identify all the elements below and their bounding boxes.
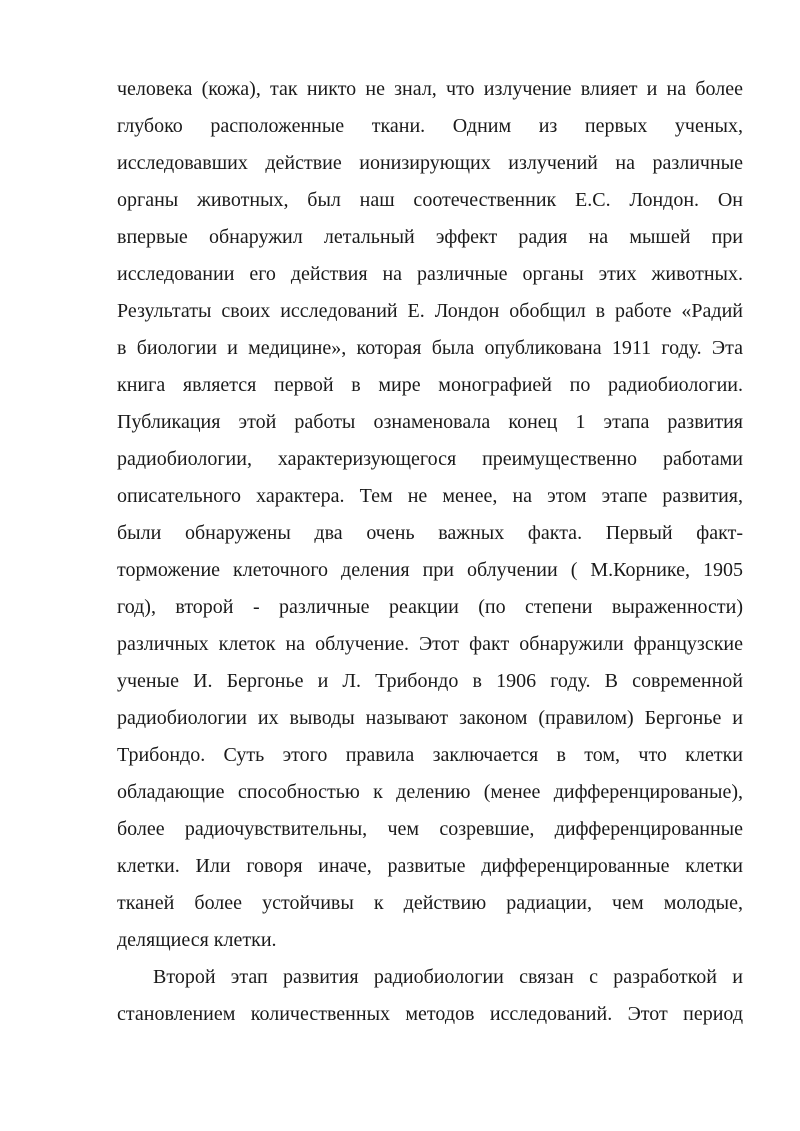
text-line: становлением количественных методов исследований. Этот период xyxy=(117,1003,743,1025)
text-line: радиобиологии, характеризующегося преимущественно работами xyxy=(117,448,743,470)
text-line: исследовании его действия на различные органы этих животных. xyxy=(117,263,743,285)
text-line: были обнаружены два очень важных факта. Первый факт- xyxy=(117,522,743,544)
text-line: торможение клеточного деления при облучении ( М.Корнике, 1905 xyxy=(117,559,743,581)
text-line: обладающие способностью к делению (менее дифференцированые), xyxy=(117,781,743,803)
text-line: человека (кожа), так никто не знал, что излучение влияет и на более xyxy=(117,78,743,100)
text-line: различных клеток на облучение. Этот факт обнаружили французские xyxy=(117,633,743,655)
text-line: впервые обнаружил летальный эффект радия на мышей при xyxy=(117,226,743,248)
text-line: Результаты своих исследований Е. Лондон обобщил в работе «Радий xyxy=(117,300,743,322)
text-line: книга является первой в мире монографией по радиобиологии. xyxy=(117,374,743,396)
paragraph-end-line: делящиеся клетки. xyxy=(117,929,277,951)
paragraph-first-line: Второй этап развития радиобиологии связан с разработкой и xyxy=(153,966,743,988)
text-line: органы животных, был наш соотечественник Е.С. Лондон. Он xyxy=(117,189,743,211)
text-line: глубоко расположенные ткани. Одним из первых ученых, xyxy=(117,115,743,137)
text-line: в биологии и медицине», которая была опубликована 1911 году. Эта xyxy=(117,337,743,359)
text-line: более радиочувствительны, чем созревшие, дифференцированные xyxy=(117,818,743,840)
text-line: описательного характера. Тем не менее, на этом этапе развития, xyxy=(117,485,743,507)
text-line: радиобиологии их выводы называют законом (правилом) Бергонье и xyxy=(117,707,743,729)
text-line: ученые И. Бергонье и Л. Трибондо в 1906 году. В современной xyxy=(117,670,743,692)
text-line: Трибондо. Суть этого правила заключается в том, что клетки xyxy=(117,744,743,766)
body-text xyxy=(117,71,743,1033)
text-line: тканей более устойчивы к действию радиации, чем молодые, xyxy=(117,892,743,914)
text-line: клетки. Или говоря иначе, развитые дифференцированные клетки xyxy=(117,855,743,877)
text-line: исследовавших действие ионизирующих излучений на различные xyxy=(117,152,743,174)
text-line: год), второй - различные реакции (по степени выраженности) xyxy=(117,596,743,618)
text-line: Публикация этой работы ознаменовала конец 1 этапа развития xyxy=(117,411,743,433)
